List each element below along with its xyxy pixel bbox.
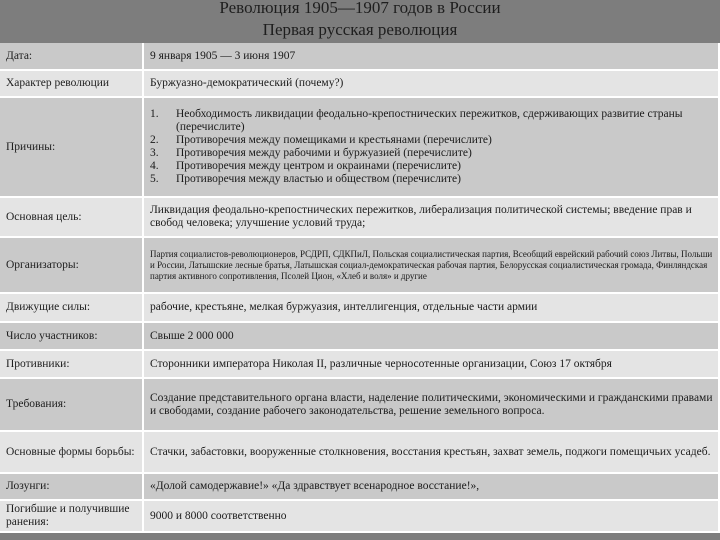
table-row-forms [0,432,720,474]
row-label: Причины: [0,98,144,198]
row-value: Буржуазно-демократический (почему?) [144,71,720,98]
row-label: Основные формы борьбы: [0,432,144,474]
row-value: Стачки, забастовки, вооруженные столкновения, восстания крестьян, захват земель, поджоги помещичьих усадеб. [144,432,720,474]
table-row-casualties [0,501,720,533]
row-label: Организаторы: [0,238,144,294]
list-item: 5. Противоречия между властью и обществом (перечислите) [150,173,461,185]
row-label: Дата: [0,43,144,71]
row-value: рабочие, крестьяне, мелкая буржуазия, интеллигенция, отдельные части армии [144,294,720,323]
row-value: Создание представительного органа власти, наделение политическими, экономическими и гражданскими правами и свободами, создание рабочего законодательства, решение земельного вопроса. [144,379,720,432]
list-item: 1. Необходимость ликвидации феодально-крепостнических пережитков, сдерживающих развитие страны (перечислите) [150,108,683,133]
table-row-slogans [0,474,720,501]
list-item: 4. Противоречия между центром и окраинами (перечислите) [150,160,461,172]
row-label: Требования: [0,379,144,432]
table-row-demands [0,379,720,432]
row-label: Движущие силы: [0,294,144,323]
row-value: «Долой самодержавие!» «Да здравствует всенародное восстание!», [144,474,720,501]
row-value: Ликвидация феодально-крепостнических пережитков, либерализация политической системы; введение прав и свобод человека; улучшение условий труда; [144,198,720,238]
table-row-opponents [0,351,720,379]
table-row-goal [0,198,720,238]
row-value: Сторонники императора Николая II, различные черносотенные организации, Союз 17 октября [144,351,720,379]
row-label: Погибшие и получившие ранения: [0,501,144,533]
row-value: 9000 и 8000 соответственно [144,501,720,533]
table-row-organizers [0,238,720,294]
row-value: 9 января 1905 — 3 июня 1907 [144,43,720,71]
slide-title: Революция 1905—1907 годов в России [219,0,501,17]
list-item: 3. Противоречия между рабочими и буржуазией (перечислите) [150,147,472,159]
row-label: Основная цель: [0,198,144,238]
row-value: Партия социалистов-революционеров, РСДРП, СДКПиЛ, Польская социалистическая партия, Всеобщий еврейский рабочий союз Литвы, Польши и России, Латышские лесные братья, Латышская социал-демократическая рабочая партия, Белорусская социалистическая громада, Финляндская партия активного сопротивления, Псолей Цион, «Хлеб и воля» и другие [144,238,720,294]
table-row-character [0,71,720,98]
row-label: Число участников: [0,323,144,351]
causes-list [150,108,714,186]
table-row-participants [0,323,720,351]
revolution-info-table [0,43,720,533]
table-row-forces [0,294,720,323]
slide-header [0,0,720,42]
row-value [144,98,720,198]
slide-subtitle: Первая русская революция [262,20,458,39]
row-label: Противники: [0,351,144,379]
list-item: 2. Противоречия между помещиками и крестьянами (перечислите) [150,134,492,146]
table-row-date [0,43,720,71]
row-label: Лозунги: [0,474,144,501]
row-label: Характер революции [0,71,144,98]
table-row-causes [0,98,720,198]
row-value: Свыше 2 000 000 [144,323,720,351]
